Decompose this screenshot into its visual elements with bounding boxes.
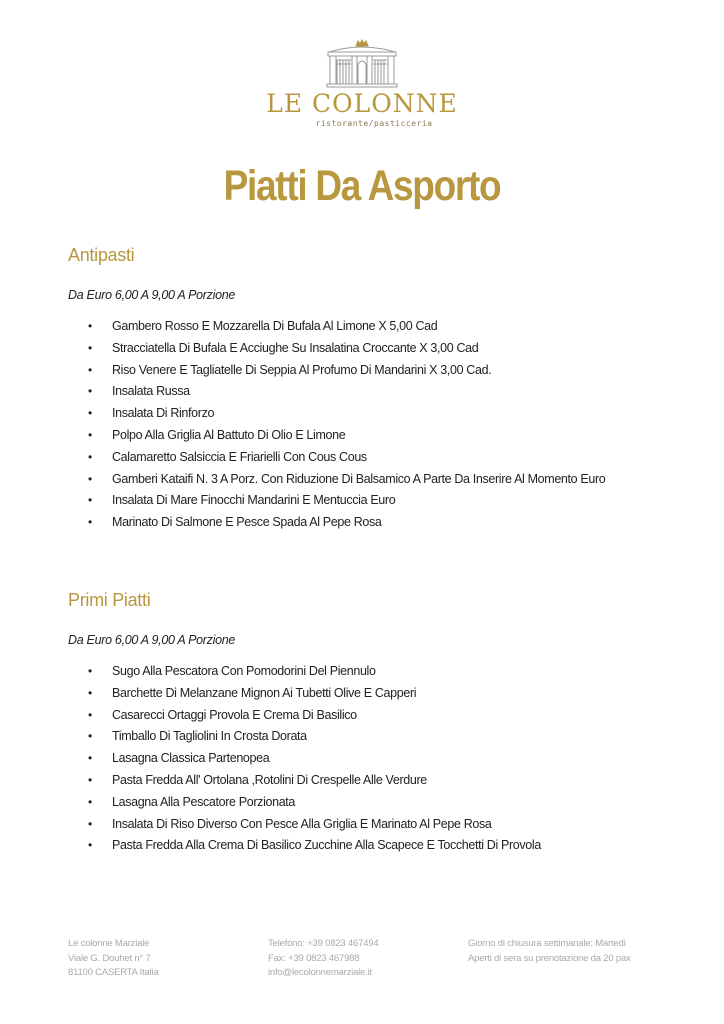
menu-item <box>68 316 668 338</box>
menu-item <box>68 814 668 836</box>
bullet-icon: • <box>88 493 92 508</box>
footer-hours <box>468 937 631 966</box>
bullet-icon: • <box>88 794 92 809</box>
colonnade-logo-icon <box>325 38 399 88</box>
section-title: Antipasti <box>68 245 135 265</box>
footer-line: Le colonne Marziale <box>68 938 150 949</box>
menu-item-list <box>68 661 668 857</box>
menu-item-label: Insalata Di Riso Diverso Con Pesce Alla Griglia E Marinato Al Pepe Rosa <box>112 816 492 831</box>
menu-item-label: Insalata Di Rinforzo <box>112 406 215 421</box>
menu-item <box>68 770 668 792</box>
section-title: Primi Piatti <box>68 590 151 610</box>
menu-item-label: Casarecci Ortaggi Provola E Crema Di Basilico <box>112 707 357 722</box>
section-primi-piatti <box>68 590 668 857</box>
menu-item <box>68 425 668 447</box>
menu-item <box>68 661 668 683</box>
bullet-icon: • <box>88 406 92 421</box>
bullet-icon: • <box>88 515 92 530</box>
menu-item-label: Barchette Di Melanzane Mignon Ai Tubetti Olive E Capperi <box>112 685 417 700</box>
footer-line: 81100 CASERTA Italia <box>68 967 159 978</box>
bullet-icon: • <box>88 729 92 744</box>
bullet-icon: • <box>88 384 92 399</box>
menu-item <box>68 360 668 382</box>
menu-item <box>68 381 668 403</box>
menu-item <box>68 835 668 857</box>
section-price-range: Da Euro 6,00 A 9,00 A Porzione <box>68 288 236 302</box>
bullet-icon: • <box>88 707 92 722</box>
menu-item-list <box>68 316 668 534</box>
menu-item-label: Insalata Di Mare Finocchi Mandarini E Mentuccia Euro <box>112 493 396 508</box>
page-title: Piatti Da Asporto <box>223 162 501 210</box>
menu-item-label: Pasta Fredda All' Ortolana ,Rotolini Di Crespelle Alle Verdure <box>112 772 427 787</box>
bullet-icon: • <box>88 362 92 377</box>
menu-item-label: Sugo Alla Pescatora Con Pomodorini Del Piennulo <box>112 664 376 678</box>
bullet-icon: • <box>88 340 92 355</box>
bullet-icon: • <box>88 319 92 333</box>
menu-item <box>68 338 668 360</box>
bullet-icon: • <box>88 838 92 853</box>
menu-item-label: Calamaretto Salsiccia E Friarielli Con Cous Cous <box>112 449 367 464</box>
menu-item-label: Timballo Di Tagliolini In Crosta Dorata <box>112 729 307 744</box>
bullet-icon: • <box>88 427 92 442</box>
menu-item <box>68 748 668 770</box>
footer-line: Aperti di sera su prenotazione da 20 pax <box>468 952 631 964</box>
bullet-icon: • <box>88 685 92 700</box>
menu-item <box>68 726 668 748</box>
bullet-icon: • <box>88 772 92 787</box>
menu-item-label: Polpo Alla Griglia Al Battuto Di Olio E Limone <box>112 427 346 442</box>
menu-item-label: Riso Venere E Tagliatelle Di Seppia Al Profumo Di Mandarini X 3,00 Cad. <box>112 362 492 377</box>
section-price-range: Da Euro 6,00 A 9,00 A Porzione <box>68 633 236 647</box>
menu-item <box>68 403 668 425</box>
bullet-icon: • <box>88 471 92 486</box>
logo-name: LE COLONNE <box>266 89 458 118</box>
menu-item <box>68 447 668 469</box>
menu-item <box>68 469 668 491</box>
bullet-icon: • <box>88 449 92 464</box>
menu-item <box>68 792 668 814</box>
footer-line: Giorno di chiusura settimanale: Martedì <box>468 938 627 949</box>
menu-item-label: Lasagna Classica Partenopea <box>112 751 270 766</box>
section-antipasti <box>68 245 668 534</box>
menu-item <box>68 705 668 727</box>
menu-item-label: Pasta Fredda Alla Crema Di Basilico Zucchine Alla Scapece E Tocchetti Di Provola <box>112 838 541 853</box>
restaurant-logo <box>0 38 724 128</box>
menu-item <box>68 512 668 534</box>
menu-item-label: Gambero Rosso E Mozzarella Di Bufala Al Limone X 5,00 Cad <box>112 319 438 333</box>
footer-contacts <box>268 937 378 981</box>
footer-phone: Telefono: +39 0823 467494 <box>268 938 379 949</box>
menu-item-label: Lasagna Alla Pescatore Porzionata <box>112 794 296 809</box>
footer-address <box>68 937 159 981</box>
footer-email-link[interactable]: info@lecolonnemarziale.it <box>268 967 372 978</box>
footer-fax: Fax: +39 0823 467988 <box>268 952 360 964</box>
menu-item-label: Marinato Di Salmone E Pesce Spada Al Pepe Rosa <box>112 515 382 530</box>
bullet-icon: • <box>88 816 92 831</box>
menu-item-label: Insalata Russa <box>112 384 190 399</box>
bullet-icon: • <box>88 664 92 678</box>
menu-item-label: Stracciatella Di Bufala E Acciughe Su Insalatina Croccante X 3,00 Cad <box>112 340 479 355</box>
menu-item <box>68 683 668 705</box>
footer-line: Viale G. Douhet n° 7 <box>68 952 151 964</box>
bullet-icon: • <box>88 751 92 766</box>
menu-item <box>68 490 668 512</box>
menu-item-label: Gamberi Kataifi N. 3 A Porz. Con Riduzione Di Balsamico A Parte Da Inserire Al Momento Euro <box>112 471 606 486</box>
logo-subtitle: ristorante/pasticceria <box>315 119 433 128</box>
